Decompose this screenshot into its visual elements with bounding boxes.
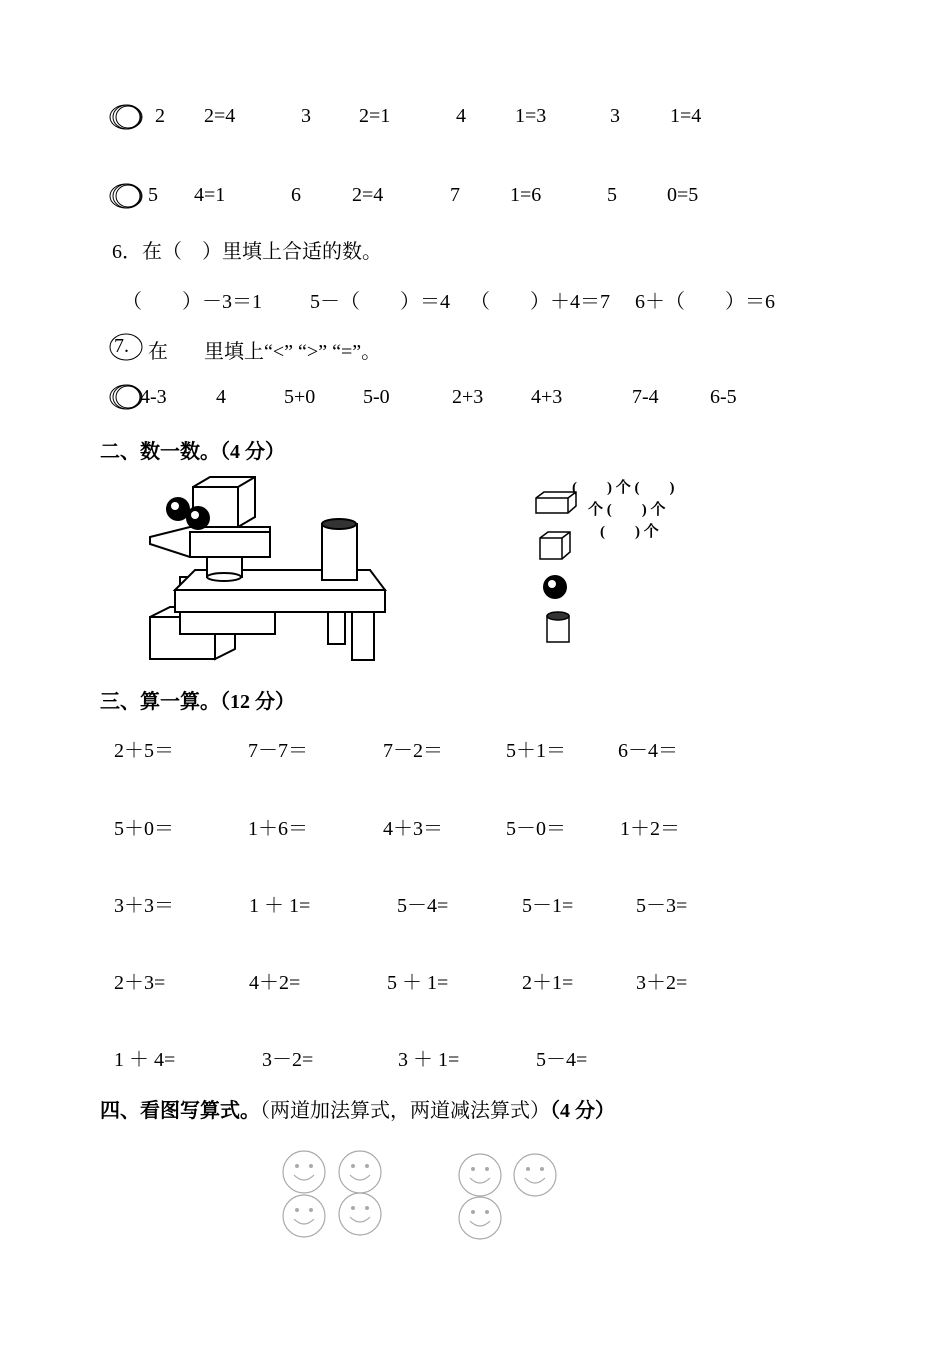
count-label: ( ) 个 bbox=[600, 524, 659, 540]
smiley-group-left bbox=[282, 1150, 392, 1240]
q7-title-b: 里填上“<” “>” “=”。 bbox=[204, 341, 382, 363]
calc-item: 2＋3= bbox=[114, 972, 166, 994]
row5a-item: 4 bbox=[456, 105, 466, 127]
row5a-item: 1=4 bbox=[670, 105, 702, 127]
count-label: ( ) 个 ( ) bbox=[572, 480, 675, 496]
smiley-face-icon bbox=[339, 1193, 381, 1235]
q7-item: 4+3 bbox=[531, 386, 563, 408]
row5b-item: 4=1 bbox=[194, 184, 226, 206]
row5a-item: 1=3 bbox=[515, 105, 547, 127]
row5b-item: 5 bbox=[148, 184, 158, 206]
q7-item: 5-0 bbox=[363, 386, 390, 408]
q7-title-a: 在 bbox=[148, 341, 168, 363]
row5b-item: 2=4 bbox=[352, 184, 384, 206]
row5a-item: 2=4 bbox=[204, 105, 236, 127]
row5b-item: 6 bbox=[291, 184, 301, 206]
calc-item: 7－2＝ bbox=[383, 740, 443, 762]
calc-item: 2＋1= bbox=[522, 972, 574, 994]
calc-item: 4＋2= bbox=[249, 972, 301, 994]
section-2-title: 二、数一数。（4 分） bbox=[100, 441, 285, 463]
calc-item: 3－2= bbox=[262, 1049, 314, 1071]
calc-item: 7－7＝ bbox=[248, 740, 308, 762]
calc-item: 3 ＋ 1= bbox=[398, 1049, 460, 1071]
q7-item: 5+0 bbox=[284, 386, 316, 408]
row5b-item: 5 bbox=[607, 184, 617, 206]
calc-item: 1 ＋ 4= bbox=[114, 1049, 176, 1071]
q6-item: （ ）－3＝1 bbox=[122, 291, 262, 313]
smiley-face-icon bbox=[459, 1154, 501, 1196]
calc-item: 1＋2＝ bbox=[620, 818, 680, 840]
block-structure-figure bbox=[145, 472, 395, 672]
q6-item: 6＋（ ）＝6 bbox=[635, 291, 775, 313]
q7-item: 4 bbox=[216, 386, 226, 408]
section-4-heading bbox=[100, 1094, 615, 1123]
section-4-note: （两道加法算式，两道减法算式） bbox=[260, 1100, 550, 1122]
calc-item: 5＋0＝ bbox=[114, 818, 174, 840]
calc-item: 5－0＝ bbox=[506, 818, 566, 840]
q6-item: （ ）＋4＝7 bbox=[470, 291, 610, 313]
smiley-group-right bbox=[457, 1152, 567, 1247]
calc-item: 5－1= bbox=[522, 895, 574, 917]
row5b-item: 7 bbox=[450, 184, 460, 206]
row5a-item: 3 bbox=[301, 105, 311, 127]
calc-item: 1＋6＝ bbox=[248, 818, 308, 840]
row5a-item: 2 bbox=[155, 105, 165, 127]
row5b-item: 1=6 bbox=[510, 184, 542, 206]
section-4-title: 四、看图写算式。 bbox=[100, 1100, 260, 1122]
section-4-score: （4 分） bbox=[550, 1100, 615, 1122]
smiley-face-icon bbox=[283, 1151, 325, 1193]
calc-item: 2＋5＝ bbox=[114, 740, 174, 762]
shape-legend-figure bbox=[532, 488, 582, 658]
calc-item: 6－4＝ bbox=[618, 740, 678, 762]
calc-item: 3＋2= bbox=[636, 972, 688, 994]
q6-item: 5－（ ）＝4 bbox=[310, 291, 450, 313]
q7-item: 2+3 bbox=[452, 386, 484, 408]
q7-number: 7. bbox=[114, 335, 129, 357]
count-label: 个 ( ) 个 bbox=[588, 502, 666, 518]
q6-title: 6．在（ ）里填上合适的数。 bbox=[112, 241, 382, 263]
calc-item: 1 ＋ 1= bbox=[249, 895, 311, 917]
smiley-face-icon bbox=[459, 1197, 501, 1239]
row5b-item: 0=5 bbox=[667, 184, 699, 206]
calc-item: 5－3= bbox=[636, 895, 688, 917]
smiley-face-icon bbox=[339, 1151, 381, 1193]
calc-item: 5 ＋ 1= bbox=[387, 972, 449, 994]
q7-item: 4-3 bbox=[140, 386, 167, 408]
calc-item: 4＋3＝ bbox=[383, 818, 443, 840]
compare-circle-icon[interactable] bbox=[108, 383, 142, 411]
smiley-face-icon bbox=[514, 1154, 556, 1196]
compare-circle-icon[interactable] bbox=[108, 182, 142, 210]
smiley-face-icon bbox=[283, 1195, 325, 1237]
calc-item: 5－4= bbox=[397, 895, 449, 917]
calc-item: 5＋1＝ bbox=[506, 740, 566, 762]
calc-item: 3＋3＝ bbox=[114, 895, 174, 917]
calc-item: 5－4= bbox=[536, 1049, 588, 1071]
row5a-item: 3 bbox=[610, 105, 620, 127]
q7-item: 7-4 bbox=[632, 386, 659, 408]
q7-item: 6-5 bbox=[710, 386, 737, 408]
compare-circle-icon[interactable] bbox=[108, 103, 142, 131]
section-3-title: 三、算一算。（12 分） bbox=[100, 691, 295, 713]
row5a-item: 2=1 bbox=[359, 105, 391, 127]
